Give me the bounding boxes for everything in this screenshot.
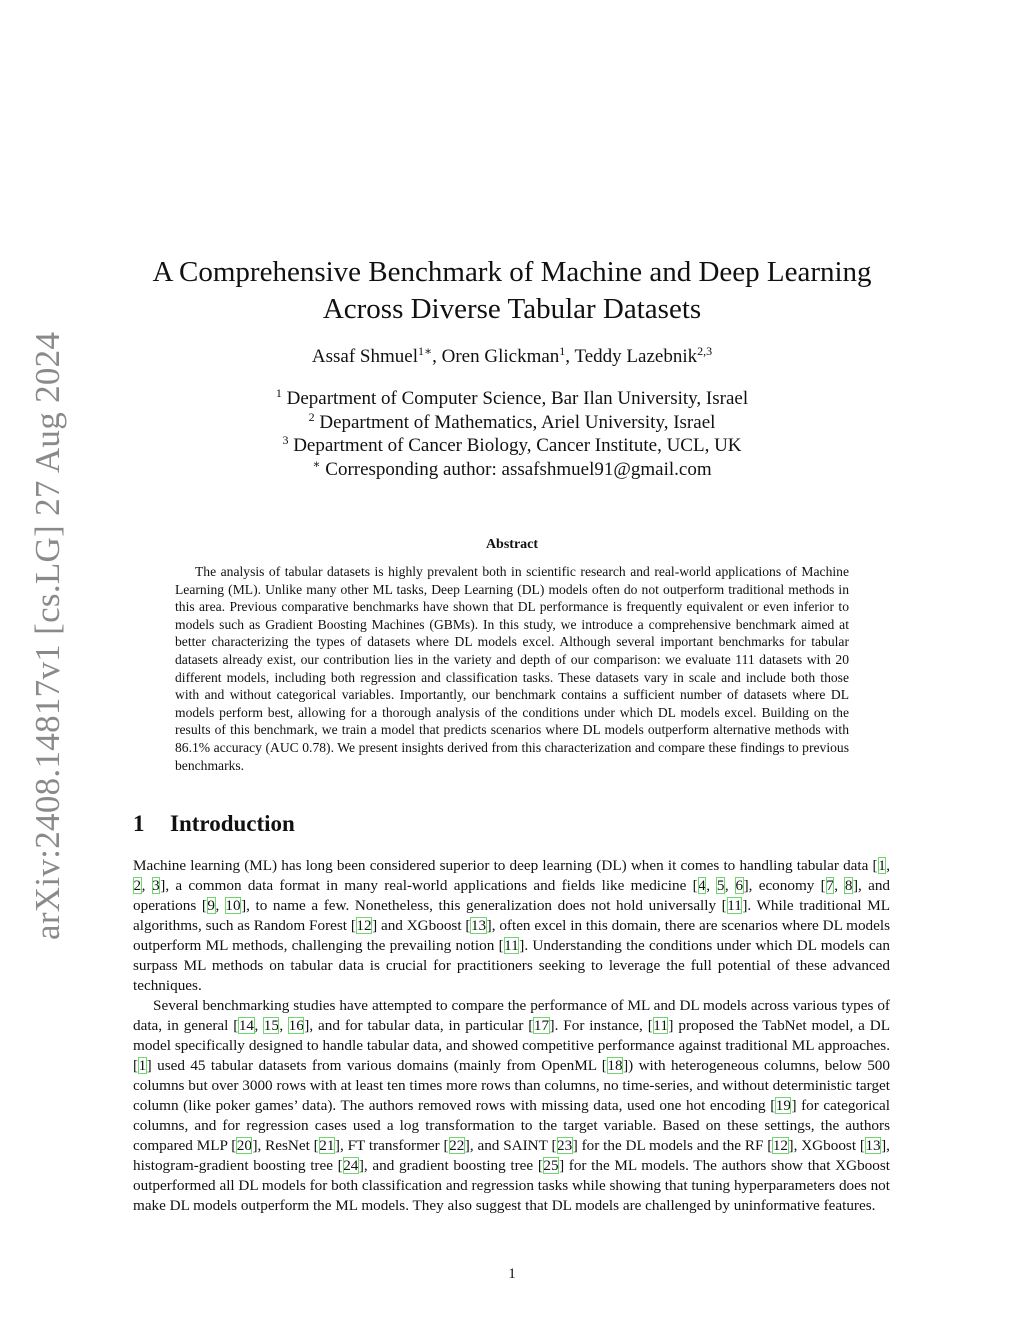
citation-link[interactable]: 20	[236, 1137, 252, 1154]
citation-link[interactable]: 7	[826, 877, 834, 894]
section-heading	[133, 811, 295, 837]
paragraph: Machine learning (ML) has long been considered superior to deep learning (DL) when it comes to handling tabular data [1, 2, 3], a common data format in many real-world applications and fields like medicine [4, 5, 6], economy [7, 8], and operations [9, 10], to name a few. Nonetheless, this generalization does not hold universally [11]. While traditional ML algorithms, such as Random Forest [12] and XGboost [13], often excel in this domain, there are scenarios where DL models outperform ML methods, challenging the prevailing notion [11]. Understanding the conditions under which DL models can surpass ML methods on tabular data is crucial for practitioners seeking to leverage the full potential of these advanced techniques.	[133, 857, 891, 994]
affiliation-list	[130, 387, 894, 481]
author: Oren Glickman$^1$,	[441, 344, 575, 367]
section-number: 1	[133, 811, 145, 836]
citation-link[interactable]: 23	[557, 1137, 573, 1154]
citation-link[interactable]: 17	[533, 1017, 550, 1034]
citation-link[interactable]: 16	[288, 1017, 304, 1034]
citation-link[interactable]: 3	[152, 877, 160, 894]
citation-link[interactable]: 8	[844, 877, 853, 894]
title-line-1: A Comprehensive Benchmark of Machine and Deep Learning	[152, 256, 872, 288]
citation-link[interactable]: 11	[504, 937, 519, 954]
title-line-2: Across Diverse Tabular Datasets	[322, 293, 702, 325]
citation-link[interactable]: 21	[319, 1137, 335, 1154]
citation-link[interactable]: 14	[238, 1017, 255, 1034]
citation-link[interactable]: 10	[225, 897, 241, 914]
corresponding-author: ∗ Corresponding author: assafshmuel91@gmail.com	[312, 456, 712, 480]
citation-link[interactable]: 13	[865, 1137, 881, 1154]
affiliation: $^2$ Department of Mathematics, Ariel University, Israel	[308, 409, 716, 433]
abstract-heading: Abstract	[485, 537, 539, 552]
citation-link[interactable]: 5	[716, 877, 725, 894]
citation-link[interactable]: 22	[449, 1137, 465, 1154]
paragraph: Several benchmarking studies have attempted to compare the performance of ML and DL models across various types of data, in general [14, 15, 16], and for tabular data, in particular [17]. For instance, [11] proposed the TabNet model, a DL model specifically designed to handle tabular data, and showed competitive performance against traditional ML approaches. [1] used 45 tabular datasets from various domains (mainly from OpenML [18]) with heterogeneous columns, below 500 columns but over 3000 rows with at least ten times more rows than columns, no time-series, and without deterministic target column (like poker games’ data). The authors removed rows with missing data, used one hot encoding [19] for categorical columns, and for regression cases used a log transformation to the target variable. Based on these settings, the authors compared MLP [20], ResNet [21], FT transformer [22], and SAINT [23] for the DL models and the RF [12], XGboost [13], histogram-gradient boosting tree [24], and gradient boosting tree [25] for the ML models. The authors show that XGboost outperformed all DL models for both classification and regression tasks while showing that tuning hyperparameters does not make DL models outperform the ML models. They also suggest that DL models are challenged by uninformative features.	[133, 997, 891, 1214]
affiliation: $^3$ Department of Cancer Biology, Cancer Institute, UCL, UK	[282, 433, 742, 456]
paper-title	[130, 254, 894, 328]
section-title: Introduction	[170, 811, 295, 836]
author: Teddy Lazebnik$^{2,3}$	[574, 344, 713, 367]
citation-link[interactable]: 19	[775, 1097, 791, 1114]
citation-link[interactable]: 25	[543, 1157, 559, 1174]
author-list	[130, 345, 894, 369]
citation-link[interactable]: 6	[735, 877, 744, 894]
citation-link[interactable]: 1	[138, 1057, 147, 1074]
citation-link[interactable]: 12	[356, 917, 372, 934]
affiliation: $^1$ Department of Computer Science, Bar Ilan University, Israel	[275, 386, 749, 409]
citation-link[interactable]: 24	[343, 1157, 359, 1174]
citation-link[interactable]: 4	[698, 877, 706, 894]
citation-link[interactable]: 13	[470, 917, 487, 934]
citation-link[interactable]: 15	[263, 1017, 279, 1034]
page-number: 1	[508, 1266, 516, 1282]
citation-link[interactable]: 9	[207, 897, 215, 914]
abstract-text: The analysis of tabular datasets is highly prevalent both in scientific research and real-world applications of Machine Learning (ML). Unlike many other ML tasks, Deep Learning (DL) models often do not outperform traditional methods in this area. Previous comparative benchmarks have shown that DL performance is frequently equivalent or even inferior to models such as Gradient Boosting Machines (GBMs). In this study, we introduce a comprehensive benchmark aimed at better characterizing the types of datasets where DL models excel. Although several important benchmarks for tabular datasets already exist, our contribution lies in the variety and depth of our comparison: we evaluate 111 datasets with 20 different models, including both regression and classification tasks. These datasets vary in scale and include both those with and without categorical variables. Importantly, our benchmark contains a sufficient number of datasets where DL models perform best, allowing for a thorough analysis of the conditions under which DL models excel. Building on the results of this benchmark, we train a model that predicts scenarios where DL models outperform alternative methods with 86.1% accuracy (AUC 0.78). We present insights derived from this characterization and compare these findings to previous benchmarks.	[175, 564, 849, 773]
citation-link[interactable]: 12	[772, 1137, 789, 1154]
citation-link[interactable]: 1	[878, 857, 886, 874]
introduction-body	[133, 856, 890, 1216]
arxiv-identifier-stamp[interactable]: arXiv:2408.14817v1 [cs.LG] 27 Aug 2024	[28, 331, 67, 940]
citation-link[interactable]: 2	[133, 877, 142, 894]
citation-link[interactable]: 11	[653, 1017, 668, 1034]
citation-link[interactable]: 18	[607, 1057, 623, 1074]
citation-link[interactable]: 11	[727, 897, 742, 914]
author: Assaf Shmuel$^{1∗}$,	[311, 344, 442, 367]
